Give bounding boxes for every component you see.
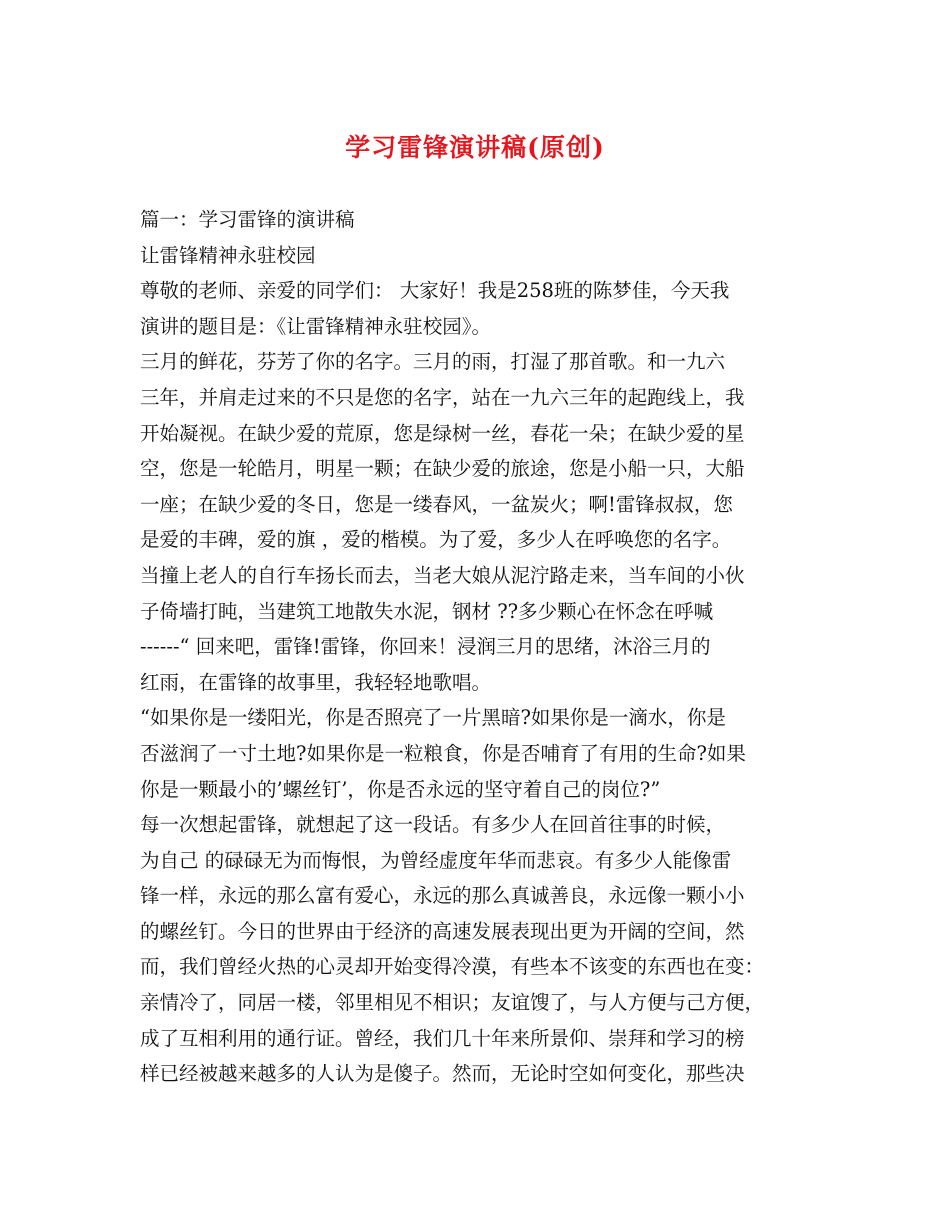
body-line: 开始凝视。在缺少爱的荒原，您是绿树一丝，春花一朵；在缺少爱的星 xyxy=(140,421,745,445)
body-line: 而，我们曾经火热的心灵却开始变得冷漠，有些本不该变的东西也在变： xyxy=(140,955,765,979)
body-line: 让雷锋精神永驻校园 xyxy=(140,243,316,267)
body-line: 成了互相利用的通行证。曾经，我们几十年来所景仰、崇拜和学习的榜 xyxy=(140,1026,745,1050)
body-line: ------“ 回来吧，雷锋!雷锋，你回来！浸润三月的思绪，沐浴三月的 xyxy=(140,635,711,659)
body-line: 否滋润了一寸土地?如果你是一粒粮食，你是否哺育了有用的生命?如果 xyxy=(140,741,746,765)
body-line: 篇一：学习雷锋的演讲稿 xyxy=(140,208,355,231)
body-line: “如果你是一缕阳光，你是否照亮了一片黑暗?如果你是一滴水，你是 xyxy=(140,706,726,730)
body-line: 你是一颗最小的’螺丝钉’，你是否永远的坚守着自己的岗位?” xyxy=(140,777,661,801)
document-title: 学习雷锋演讲稿(原创) xyxy=(345,133,605,162)
body-line: 三月的鲜花，芬芳了你的名字。三月的雨，打湿了那首歌。和一九六 xyxy=(140,350,726,374)
body-line: 是爱的丰碑，爱的旗 ，爱的楷模。为了爱，多少人在呼唤您的名字。 xyxy=(140,528,732,552)
body-line: 演讲的题目是：《让雷锋精神永驻校园》。 xyxy=(140,314,492,338)
body-line: 每一次想起雷锋，就想起了这一段话。有多少人在回首往事的时候， xyxy=(140,813,726,837)
body-line: 红雨，在雷锋的故事里，我轻轻地歌唱。 xyxy=(140,670,492,694)
body-line: 亲情冷了，同居一楼，邻里相见不相识；友谊馊了，与人方便与己方便， xyxy=(140,991,765,1015)
body-line: 尊敬的老师、亲爱的同学们： 大家好！我是258班的陈梦佳，今天我 xyxy=(140,279,730,303)
document-body xyxy=(140,202,820,1092)
body-line: 一座；在缺少爱的冬日，您是一缕春风，一盆炭火；啊!雷锋叔叔，您 xyxy=(140,492,733,516)
body-line: 为自己 的碌碌无为而悔恨，为曾经虚度年华而悲哀。有多少人能像雷 xyxy=(140,848,732,872)
body-line: 空，您是一轮皓月，明星一颗；在缺少爱的旅途，您是小船一只，大船 xyxy=(140,457,745,481)
body-line: 三年，并肩走过来的不只是您的名字，站在一九六三年的起跑线上，我 xyxy=(140,385,745,409)
body-line: 的螺丝钉。今日的世界由于经济的高速发展表现出更为开阔的空间，然 xyxy=(140,919,745,943)
body-line: 子倚墙打盹，当建筑工地散失水泥，钢材 ??多少颗心在怀念在呼喊 xyxy=(140,599,714,623)
body-line: 样已经被越来越多的人认为是傻子。然而，无论时空如何变化，那些决 xyxy=(140,1062,745,1086)
body-line: 当撞上老人的自行车扬长而去，当老大娘从泥泞路走来，当车间的小伙 xyxy=(140,563,745,587)
body-line: 锋一样，永远的那么富有爱心，永远的那么真诚善良，永远像一颗小小 xyxy=(140,884,745,908)
